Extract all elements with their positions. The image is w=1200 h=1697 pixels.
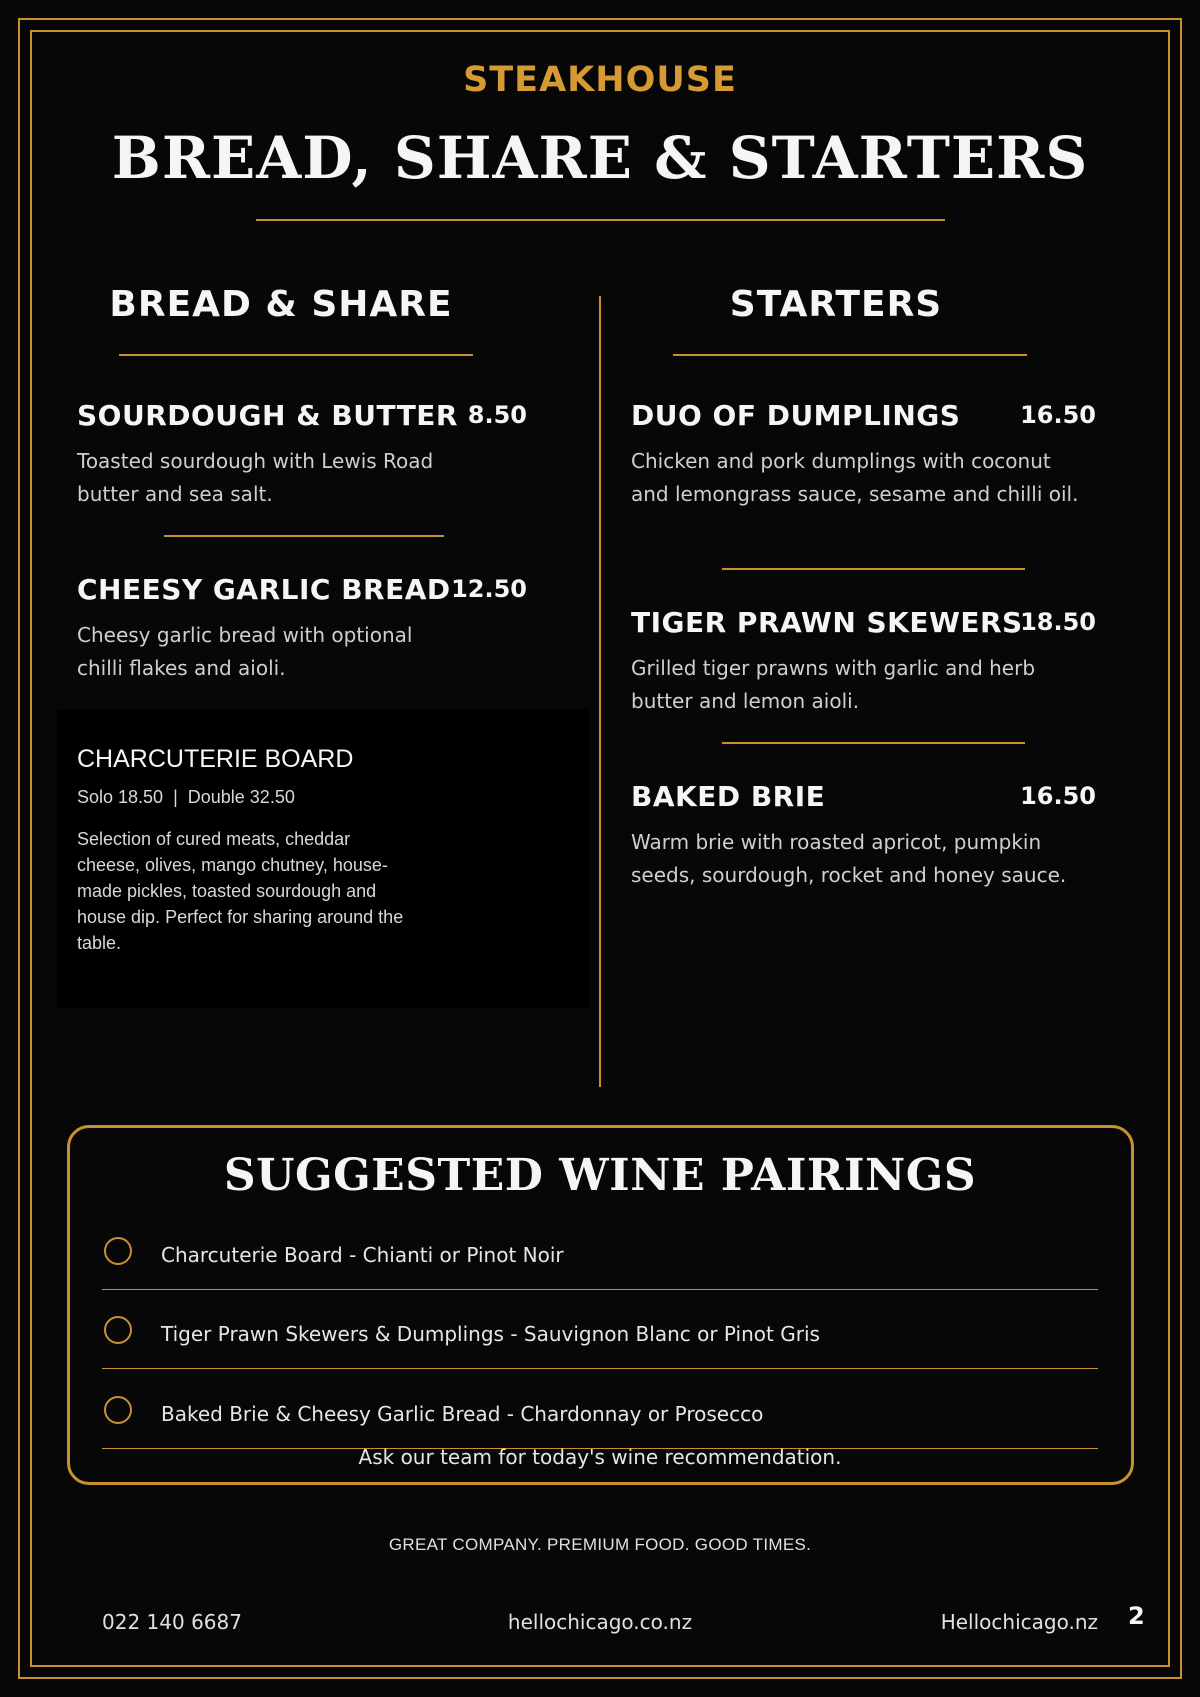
board-description: Selection of cured meats, cheddar cheese, olives, mango chutney, house-made pickles, toasted sourdough and house dip. Perfect for sharing around the table. xyxy=(77,829,404,953)
item-name: CHEESY GARLIC BREAD xyxy=(77,573,451,606)
item-description: Grilled tiger prawns with garlic and herb butter and lemon aioli. xyxy=(631,656,1036,713)
item-price: 18.50 xyxy=(1020,608,1096,636)
item-name: DUO OF DUMPLINGS xyxy=(631,399,961,432)
item-description: Cheesy garlic bread with optional chilli flakes and aioli. xyxy=(77,623,413,680)
title-divider xyxy=(256,219,945,221)
item-name: SOURDOUGH & BUTTER xyxy=(77,399,458,432)
wine-pairing-item: Tiger Prawn Skewers & Dumplings - Sauvignon Blanc or Pinot Gris xyxy=(161,1322,820,1346)
item-divider xyxy=(722,568,1025,570)
item-description: Chicken and pork dumplings with coconut and lemongrass sauce, sesame and chilli oil. xyxy=(631,449,1079,506)
item-divider xyxy=(722,742,1025,744)
item-description: Toasted sourdough with Lewis Road butter and sea salt. xyxy=(77,449,434,506)
circle-bullet-icon xyxy=(104,1237,132,1265)
bread-share-heading-rule xyxy=(119,354,473,356)
page-title: BREAD, SHARE & STARTERS xyxy=(111,124,1089,192)
website-link[interactable]: hellochicago.co.nz xyxy=(507,1610,693,1634)
social-handle: Hellochicago.nz xyxy=(940,1610,1098,1634)
item-name: BAKED BRIE xyxy=(631,780,826,813)
wine-pairing-divider xyxy=(102,1368,1098,1369)
tagline: GREAT COMPANY. PREMIUM FOOD. GOOD TIMES. xyxy=(388,1535,812,1554)
charcuterie-board-card xyxy=(57,709,590,1008)
item-divider xyxy=(164,535,444,537)
circle-bullet-icon xyxy=(104,1316,132,1344)
phone-number: 022 140 6687 xyxy=(102,1610,242,1634)
page-number: 2 xyxy=(1128,1602,1145,1630)
board-price: Solo 18.50 | Double 32.50 xyxy=(77,787,295,807)
starters-heading-rule xyxy=(673,354,1027,356)
circle-bullet-icon xyxy=(104,1396,132,1424)
wine-pairing-item: Baked Brie & Cheesy Garlic Bread - Chardonnay or Prosecco xyxy=(161,1402,764,1426)
wine-pairing-divider xyxy=(102,1289,1098,1290)
wine-pairing-item: Charcuterie Board - Chianti or Pinot Noir xyxy=(161,1243,564,1267)
item-description: Warm brie with roasted apricot, pumpkin seeds, sourdough, rocket and honey sauce. xyxy=(631,830,1067,887)
item-price: 16.50 xyxy=(1020,782,1096,810)
brand-name: STEAKHOUSE xyxy=(463,60,737,100)
starters-heading: STARTERS xyxy=(729,284,943,325)
wine-note: Ask our team for today's wine recommendation. xyxy=(358,1445,842,1469)
wine-pairings-title: SUGGESTED WINE PAIRINGS xyxy=(223,1150,977,1201)
item-name: TIGER PRAWN SKEWERS xyxy=(631,606,1023,639)
item-price: 8.50 xyxy=(467,401,527,429)
item-price: 16.50 xyxy=(1020,401,1096,429)
item-price: 12.50 xyxy=(451,575,527,603)
column-divider xyxy=(599,296,601,1087)
bread-share-heading: BREAD & SHARE xyxy=(109,284,453,325)
board-name: CHARCUTERIE BOARD xyxy=(77,745,354,773)
